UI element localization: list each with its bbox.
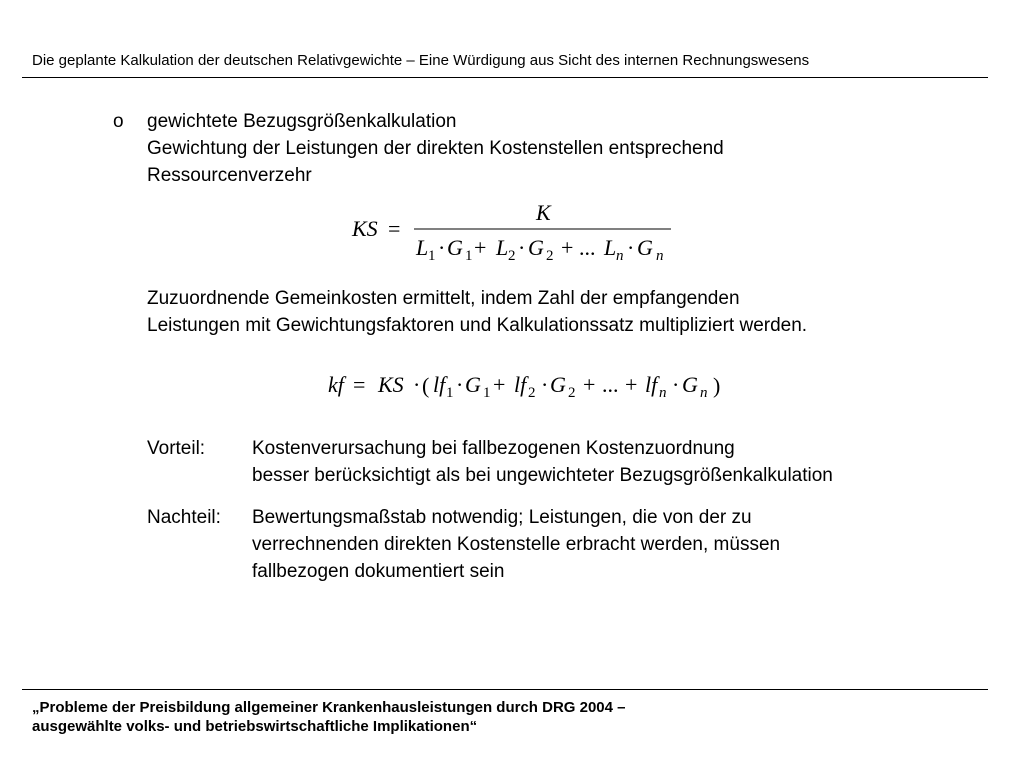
svg-text:·: · [672, 372, 680, 397]
paragraph-line-2: Leistungen mit Gewichtungsfaktoren und Kalkulationssatz multipliziert werden. [147, 315, 808, 336]
formula-ks-equals: = [388, 216, 401, 241]
header-divider [22, 77, 988, 78]
svg-text:...: ... [602, 372, 619, 397]
svg-text:·: · [627, 235, 635, 260]
formula-ks-numerator: K [536, 200, 551, 225]
vorteil-line-1: Kostenverursachung bei fallbezogenen Kostenzuordnung [252, 438, 735, 459]
svg-text:...: ... [579, 235, 596, 260]
formula-ks [0, 195, 1024, 270]
svg-text:·: · [518, 235, 526, 260]
svg-text:n: n [616, 248, 624, 264]
svg-text:=: = [353, 372, 366, 397]
footer-line-2: ausgewählte volks- und betriebswirtschaftliche Implikationen“ [32, 718, 478, 735]
description-line-2: Ressourcenverzehr [147, 165, 312, 186]
svg-text:n: n [659, 385, 667, 401]
description-line-1: Gewichtung der Leistungen der direkten Kostenstellen entsprechend [147, 138, 724, 159]
nachteil-label: Nachteil: [147, 507, 221, 528]
svg-text:+: + [474, 235, 487, 260]
svg-text:G: G [682, 372, 698, 397]
paragraph-line-1: Zuzuordnende Gemeinkosten ermittelt, indem Zahl der empfangenden [147, 288, 740, 309]
svg-text:n: n [700, 385, 708, 401]
svg-text:+: + [583, 372, 596, 397]
nachteil-line-2: verrechnenden direkten Kostenstelle erbracht werden, müssen [252, 534, 781, 555]
svg-text:1: 1 [483, 385, 491, 401]
svg-text:G: G [550, 372, 566, 397]
svg-text:G: G [447, 235, 463, 260]
formula-ks-denominator [415, 235, 664, 264]
nachteil-line-3: fallbezogen dokumentiert sein [252, 561, 505, 582]
svg-text:(: ( [422, 373, 430, 398]
svg-text:·: · [438, 235, 446, 260]
svg-text:): ) [713, 373, 721, 398]
svg-text:2: 2 [508, 248, 516, 264]
svg-text:·: · [413, 372, 421, 397]
formula-ks-lhs: KS [352, 216, 378, 241]
svg-text:1: 1 [446, 385, 454, 401]
formula-kf [0, 362, 1024, 406]
section-heading: gewichtete Bezugsgrößenkalkulation [147, 111, 457, 132]
svg-text:·: · [456, 372, 464, 397]
svg-text:·: · [541, 372, 549, 397]
svg-text:+: + [625, 372, 638, 397]
svg-text:L: L [416, 235, 429, 260]
svg-text:2: 2 [546, 248, 554, 264]
svg-text:G: G [637, 235, 653, 260]
footer-line-1: „Probleme der Preisbildung allgemeiner Krankenhausleistungen durch DRG 2004 – [32, 699, 626, 716]
svg-text:G: G [528, 235, 544, 260]
header-title: Die geplante Kalkulation der deutschen Relativgewichte – Eine Würdigung aus Sicht des internen Rechnungswesens [32, 52, 810, 69]
svg-text:1: 1 [428, 248, 436, 264]
vorteil-line-2: besser berücksichtigt als bei ungewichteter Bezugsgrößenkalkulation [252, 465, 833, 486]
svg-text:kf: kf [328, 372, 344, 397]
svg-text:lf: lf [645, 372, 658, 397]
svg-text:L: L [604, 235, 617, 260]
footer-divider [22, 689, 988, 690]
svg-text:KS: KS [378, 372, 404, 397]
vorteil-label: Vorteil: [147, 438, 206, 459]
bullet-marker: o [113, 111, 124, 132]
svg-text:1: 1 [465, 248, 473, 264]
svg-text:+: + [493, 372, 506, 397]
svg-text:G: G [465, 372, 481, 397]
svg-text:lf: lf [433, 372, 446, 397]
svg-text:lf: lf [514, 372, 527, 397]
svg-text:+: + [561, 235, 574, 260]
nachteil-line-1: Bewertungsmaßstab notwendig; Leistungen, die von der zu [252, 507, 752, 528]
footer-text [32, 698, 626, 736]
svg-text:2: 2 [568, 385, 576, 401]
formula-kf-expression [328, 372, 720, 401]
svg-text:n: n [656, 248, 664, 264]
svg-text:L: L [496, 235, 509, 260]
svg-text:2: 2 [528, 385, 536, 401]
